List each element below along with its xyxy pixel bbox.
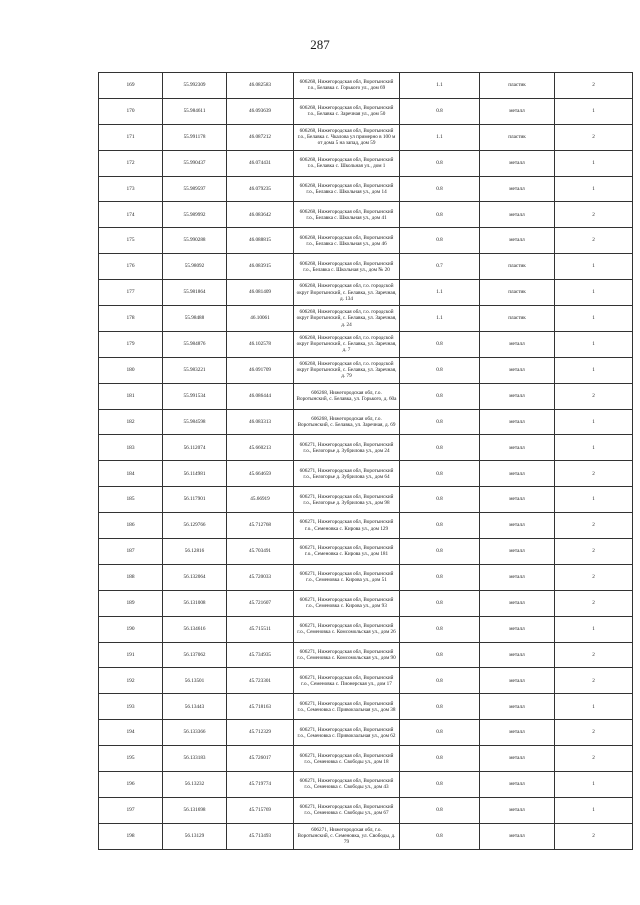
material-cell: металл bbox=[480, 435, 555, 461]
longitude-cell: 46.091709 bbox=[227, 357, 294, 383]
table-row bbox=[99, 306, 633, 332]
row-number-cell: 172 bbox=[99, 150, 163, 176]
address-cell: 606268, Нижегородская обл, Воротынский г.о., Белавка с. Школьная ул., дом 41 bbox=[294, 202, 400, 228]
table-row bbox=[99, 564, 633, 590]
row-number-cell: 176 bbox=[99, 254, 163, 280]
volume-cell: 1.1 bbox=[400, 124, 480, 150]
count-cell: 2 bbox=[555, 202, 633, 228]
count-cell: 1 bbox=[555, 772, 633, 798]
longitude-cell: 45.712329 bbox=[227, 720, 294, 746]
material-cell: металл bbox=[480, 150, 555, 176]
longitude-cell: 46.102578 bbox=[227, 331, 294, 357]
longitude-cell: 45.712768 bbox=[227, 513, 294, 539]
longitude-cell: 45.718163 bbox=[227, 694, 294, 720]
count-cell: 1 bbox=[555, 306, 633, 332]
count-cell: 1 bbox=[555, 616, 633, 642]
table-row bbox=[99, 357, 633, 383]
table-row bbox=[99, 176, 633, 202]
latitude-cell: 55.981864 bbox=[163, 280, 227, 306]
longitude-cell: 46.074431 bbox=[227, 150, 294, 176]
material-cell: металл bbox=[480, 202, 555, 228]
table-row bbox=[99, 616, 633, 642]
row-number-cell: 169 bbox=[99, 73, 163, 99]
material-cell: пластик bbox=[480, 280, 555, 306]
volume-cell: 1.1 bbox=[400, 73, 480, 99]
volume-cell: 0.8 bbox=[400, 772, 480, 798]
row-number-cell: 179 bbox=[99, 331, 163, 357]
longitude-cell: 46.088815 bbox=[227, 228, 294, 254]
material-cell: металл bbox=[480, 331, 555, 357]
table-row bbox=[99, 720, 633, 746]
table-row bbox=[99, 228, 633, 254]
container-sites-table bbox=[98, 72, 633, 850]
table-row bbox=[99, 124, 633, 150]
address-cell: 606268, Нижегородская обл, Воротынский г.о., Белавка с. Заречная ул., дом 50 bbox=[294, 98, 400, 124]
volume-cell: 1.1 bbox=[400, 280, 480, 306]
row-number-cell: 184 bbox=[99, 461, 163, 487]
address-cell: 606271, Нижегородская обл, Воротынский г.о., Белогорье д. Зубрилова ул., дом 64 bbox=[294, 461, 400, 487]
material-cell: металл bbox=[480, 668, 555, 694]
row-number-cell: 192 bbox=[99, 668, 163, 694]
address-cell: 606271, Нижегородская обл, Воротынский г.о., Семеновка с. Кирова ул., дом 129 bbox=[294, 513, 400, 539]
address-cell: 606271, Нижегородская обл, Воротынский г.о., Семеновка с. Комсомольская ул., дом 90 bbox=[294, 642, 400, 668]
count-cell: 1 bbox=[555, 357, 633, 383]
volume-cell: 0.8 bbox=[400, 383, 480, 409]
table-row bbox=[99, 642, 633, 668]
row-number-cell: 190 bbox=[99, 616, 163, 642]
row-number-cell: 196 bbox=[99, 772, 163, 798]
row-number-cell: 178 bbox=[99, 306, 163, 332]
material-cell: пластик bbox=[480, 124, 555, 150]
table-row bbox=[99, 383, 633, 409]
table-row bbox=[99, 797, 633, 823]
volume-cell: 0.8 bbox=[400, 461, 480, 487]
material-cell: пластик bbox=[480, 306, 555, 332]
table-row bbox=[99, 202, 633, 228]
longitude-cell: 45.723301 bbox=[227, 668, 294, 694]
address-cell: 606271, Нижегородская обл, Воротынский г.о., Семеновка с. Комсомольская ул., дом 26 bbox=[294, 616, 400, 642]
volume-cell: 0.8 bbox=[400, 487, 480, 513]
table-row bbox=[99, 694, 633, 720]
address-cell: 606268, Нижегородская обл, Воротынский г.о., Белавка с. Школьная ул., дом 1 bbox=[294, 150, 400, 176]
row-number-cell: 197 bbox=[99, 797, 163, 823]
table-row bbox=[99, 772, 633, 798]
address-cell: 606271, Нижегородская обл, Воротынский г.о., Семеновка с. Кирова ул., дом 51 bbox=[294, 564, 400, 590]
address-cell: 606268, Нижегородская обл, Воротынский г.о., Белавка с. Горького ул., дом 69 bbox=[294, 73, 400, 99]
material-cell: металл bbox=[480, 176, 555, 202]
count-cell: 2 bbox=[555, 539, 633, 565]
longitude-cell: 45.715769 bbox=[227, 797, 294, 823]
longitude-cell: 46.079235 bbox=[227, 176, 294, 202]
table-row bbox=[99, 746, 633, 772]
longitude-cell: 46.10061 bbox=[227, 306, 294, 332]
page-number: 287 bbox=[310, 37, 330, 52]
volume-cell: 0.8 bbox=[400, 720, 480, 746]
material-cell: металл bbox=[480, 797, 555, 823]
row-number-cell: 186 bbox=[99, 513, 163, 539]
latitude-cell: 55.98092 bbox=[163, 254, 227, 280]
volume-cell: 0.8 bbox=[400, 642, 480, 668]
table-row bbox=[99, 150, 633, 176]
volume-cell: 0.8 bbox=[400, 202, 480, 228]
latitude-cell: 56.117901 bbox=[163, 487, 227, 513]
material-cell: металл bbox=[480, 694, 555, 720]
address-cell: 606268, Нижегородская обл, г.о. городской округ Воротынский, с. Белавка, ул. Заречная, д. 134 bbox=[294, 280, 400, 306]
longitude-cell: 46.086444 bbox=[227, 383, 294, 409]
count-cell: 2 bbox=[555, 564, 633, 590]
latitude-cell: 56.13443 bbox=[163, 694, 227, 720]
address-cell: 606271, Нижегородская обл, Воротынский г.о., Семеновка с. Пионерская ул., дом 17 bbox=[294, 668, 400, 694]
count-cell: 1 bbox=[555, 487, 633, 513]
material-cell: металл bbox=[480, 357, 555, 383]
table-row bbox=[99, 513, 633, 539]
count-cell: 1 bbox=[555, 797, 633, 823]
count-cell: 1 bbox=[555, 435, 633, 461]
material-cell: металл bbox=[480, 746, 555, 772]
latitude-cell: 55.990437 bbox=[163, 150, 227, 176]
latitude-cell: 56.12816 bbox=[163, 539, 227, 565]
volume-cell: 0.8 bbox=[400, 98, 480, 124]
row-number-cell: 189 bbox=[99, 590, 163, 616]
latitude-cell: 56.13501 bbox=[163, 668, 227, 694]
row-number-cell: 187 bbox=[99, 539, 163, 565]
count-cell: 2 bbox=[555, 720, 633, 746]
longitude-cell: 46.087212 bbox=[227, 124, 294, 150]
volume-cell: 0.8 bbox=[400, 435, 480, 461]
volume-cell: 0.8 bbox=[400, 694, 480, 720]
material-cell: металл bbox=[480, 228, 555, 254]
address-cell: 606271, Нижегородская обл, Воротынский г.о., Семеновка с. Свободы ул., дом 18 bbox=[294, 746, 400, 772]
table-row bbox=[99, 435, 633, 461]
latitude-cell: 56.134616 bbox=[163, 616, 227, 642]
count-cell: 2 bbox=[555, 746, 633, 772]
row-number-cell: 183 bbox=[99, 435, 163, 461]
address-cell: 606268, Нижегородская обл, г.о. Воротынский, с. Белавка, ул. Горького, д. 60а bbox=[294, 383, 400, 409]
address-cell: 606268, Нижегородская обл, Воротынский г.о., Белавка с. Школьная ул., дом 46 bbox=[294, 228, 400, 254]
material-cell: металл bbox=[480, 98, 555, 124]
row-number-cell: 188 bbox=[99, 564, 163, 590]
address-cell: 606271, Нижегородская обл, Воротынский г.о., Белогорье д. Зубрилова ул., дом 98 bbox=[294, 487, 400, 513]
material-cell: металл bbox=[480, 487, 555, 513]
count-cell: 1 bbox=[555, 98, 633, 124]
count-cell: 2 bbox=[555, 73, 633, 99]
table-row bbox=[99, 590, 633, 616]
row-number-cell: 175 bbox=[99, 228, 163, 254]
latitude-cell: 55.989597 bbox=[163, 176, 227, 202]
row-number-cell: 173 bbox=[99, 176, 163, 202]
table-row bbox=[99, 539, 633, 565]
count-cell: 2 bbox=[555, 823, 633, 849]
latitude-cell: 55.990288 bbox=[163, 228, 227, 254]
address-cell: 606271, Нижегородская обл, Воротынский г.о., Семеновка с. Свободы ул., дом 67 bbox=[294, 797, 400, 823]
longitude-cell: 45.726017 bbox=[227, 746, 294, 772]
address-cell: 606271, Нижегородская обл, Воротынский г.о., Семеновка с. Кирова ул., дом 93 bbox=[294, 590, 400, 616]
table-row bbox=[99, 73, 633, 99]
longitude-cell: 46.083313 bbox=[227, 409, 294, 435]
longitude-cell: 46.081409 bbox=[227, 280, 294, 306]
address-cell: 606268, Нижегородская обл, Воротынский г.о., Белавка с. Школьная ул., дом № 20 bbox=[294, 254, 400, 280]
address-cell: 606271, Нижегородская обл, Воротынский г.о., Семеновка с. Привокзальная ул., дом 62 bbox=[294, 720, 400, 746]
table-row bbox=[99, 98, 633, 124]
row-number-cell: 181 bbox=[99, 383, 163, 409]
volume-cell: 0.8 bbox=[400, 150, 480, 176]
count-cell: 2 bbox=[555, 513, 633, 539]
row-number-cell: 193 bbox=[99, 694, 163, 720]
longitude-cell: 45.715511 bbox=[227, 616, 294, 642]
address-cell: 606268, Нижегородская обл, г.о. городской округ Воротынский, с. Белавка, ул. Заречная, д. 79 bbox=[294, 357, 400, 383]
material-cell: металл bbox=[480, 383, 555, 409]
volume-cell: 0.8 bbox=[400, 331, 480, 357]
latitude-cell: 55.991178 bbox=[163, 124, 227, 150]
volume-cell: 0.8 bbox=[400, 668, 480, 694]
latitude-cell: 55.989992 bbox=[163, 202, 227, 228]
row-number-cell: 174 bbox=[99, 202, 163, 228]
address-cell: 606268, Нижегородская обл, Воротынский г.о., Белавка с. Школьная ул., дом 14 bbox=[294, 176, 400, 202]
latitude-cell: 55.98488 bbox=[163, 306, 227, 332]
volume-cell: 0.8 bbox=[400, 823, 480, 849]
row-number-cell: 185 bbox=[99, 487, 163, 513]
row-number-cell: 170 bbox=[99, 98, 163, 124]
volume-cell: 0.8 bbox=[400, 176, 480, 202]
material-cell: металл bbox=[480, 461, 555, 487]
count-cell: 1 bbox=[555, 150, 633, 176]
table-row bbox=[99, 409, 633, 435]
table-row bbox=[99, 331, 633, 357]
row-number-cell: 198 bbox=[99, 823, 163, 849]
material-cell: пластик bbox=[480, 254, 555, 280]
address-cell: 606268, Нижегородская обл, Воротынский г.о., Белавка с. Чкалова ул примерно в 100 м от дома 5 на запад, дом 59 bbox=[294, 124, 400, 150]
longitude-cell: 46.083915 bbox=[227, 254, 294, 280]
table-row bbox=[99, 280, 633, 306]
latitude-cell: 56.13232 bbox=[163, 772, 227, 798]
latitude-cell: 56.133366 bbox=[163, 720, 227, 746]
latitude-cell: 56.132064 bbox=[163, 564, 227, 590]
material-cell: металл bbox=[480, 642, 555, 668]
volume-cell: 0.8 bbox=[400, 539, 480, 565]
material-cell: металл bbox=[480, 513, 555, 539]
volume-cell: 0.7 bbox=[400, 254, 480, 280]
row-number-cell: 177 bbox=[99, 280, 163, 306]
table-row bbox=[99, 461, 633, 487]
address-cell: 606268, Нижегородская обл, г.о. Воротынский, с. Белавка, ул. Заречная, д. 69 bbox=[294, 409, 400, 435]
address-cell: 606271, Нижегородская обл, Воротынский г.о., Семеновка с. Свободы ул., дом 43 bbox=[294, 772, 400, 798]
volume-cell: 0.8 bbox=[400, 409, 480, 435]
count-cell: 2 bbox=[555, 642, 633, 668]
count-cell: 1 bbox=[555, 694, 633, 720]
volume-cell: 1.1 bbox=[400, 306, 480, 332]
latitude-cell: 56.137062 bbox=[163, 642, 227, 668]
latitude-cell: 56.131698 bbox=[163, 797, 227, 823]
count-cell: 2 bbox=[555, 590, 633, 616]
count-cell: 1 bbox=[555, 254, 633, 280]
table-body bbox=[99, 73, 633, 850]
volume-cell: 0.8 bbox=[400, 616, 480, 642]
longitude-cell: 46.083642 bbox=[227, 202, 294, 228]
row-number-cell: 180 bbox=[99, 357, 163, 383]
latitude-cell: 56.131008 bbox=[163, 590, 227, 616]
row-number-cell: 182 bbox=[99, 409, 163, 435]
row-number-cell: 194 bbox=[99, 720, 163, 746]
count-cell: 1 bbox=[555, 331, 633, 357]
latitude-cell: 56.133183 bbox=[163, 746, 227, 772]
longitude-cell: 45.713493 bbox=[227, 823, 294, 849]
longitude-cell: 45.721607 bbox=[227, 590, 294, 616]
volume-cell: 0.8 bbox=[400, 797, 480, 823]
row-number-cell: 195 bbox=[99, 746, 163, 772]
longitude-cell: 45.734935 bbox=[227, 642, 294, 668]
latitude-cell: 56.114981 bbox=[163, 461, 227, 487]
longitude-cell: 46.093639 bbox=[227, 98, 294, 124]
volume-cell: 0.8 bbox=[400, 590, 480, 616]
address-cell: 606271, Нижегородская обл, Воротынский г.о., Семеновка с. Привокзальная ул., дом 38 bbox=[294, 694, 400, 720]
volume-cell: 0.8 bbox=[400, 513, 480, 539]
row-number-cell: 171 bbox=[99, 124, 163, 150]
address-cell: 606268, Нижегородская обл, г.о. городской округ Воротынский, с. Белавка, ул. Заречная, д. 24 bbox=[294, 306, 400, 332]
address-cell: 606271, Нижегородская обл, Воротынский г.о., Семеновка с. Кирова ул., дом 181 bbox=[294, 539, 400, 565]
count-cell: 1 bbox=[555, 176, 633, 202]
row-number-cell: 191 bbox=[99, 642, 163, 668]
latitude-cell: 55.991534 bbox=[163, 383, 227, 409]
material-cell: металл bbox=[480, 590, 555, 616]
material-cell: металл bbox=[480, 772, 555, 798]
latitude-cell: 55.983221 bbox=[163, 357, 227, 383]
latitude-cell: 55.984876 bbox=[163, 331, 227, 357]
table-row bbox=[99, 254, 633, 280]
address-cell: 606268, Нижегородская обл, г.о. городской округ Воротынский, с. Белавка, ул. Заречная, д. 7 bbox=[294, 331, 400, 357]
longitude-cell: 45.720033 bbox=[227, 564, 294, 590]
material-cell: металл bbox=[480, 564, 555, 590]
latitude-cell: 56.13129 bbox=[163, 823, 227, 849]
count-cell: 2 bbox=[555, 228, 633, 254]
longitude-cell: 45.719774 bbox=[227, 772, 294, 798]
latitude-cell: 55.984598 bbox=[163, 409, 227, 435]
longitude-cell: 45.664659 bbox=[227, 461, 294, 487]
count-cell: 2 bbox=[555, 124, 633, 150]
count-cell: 2 bbox=[555, 383, 633, 409]
volume-cell: 0.8 bbox=[400, 228, 480, 254]
longitude-cell: 45.703491 bbox=[227, 539, 294, 565]
material-cell: металл bbox=[480, 720, 555, 746]
material-cell: металл bbox=[480, 616, 555, 642]
material-cell: металл bbox=[480, 409, 555, 435]
longitude-cell: 45.66919 bbox=[227, 487, 294, 513]
table-row bbox=[99, 668, 633, 694]
count-cell: 2 bbox=[555, 668, 633, 694]
count-cell: 1 bbox=[555, 280, 633, 306]
count-cell: 2 bbox=[555, 461, 633, 487]
longitude-cell: 46.082583 bbox=[227, 73, 294, 99]
volume-cell: 0.8 bbox=[400, 746, 480, 772]
table-row bbox=[99, 823, 633, 849]
material-cell: металл bbox=[480, 539, 555, 565]
address-cell: 606271, Нижегородская обл, Воротынский г.о., Белогорье д. Зубрилова ул., дом 24 bbox=[294, 435, 400, 461]
count-cell: 1 bbox=[555, 409, 633, 435]
material-cell: металл bbox=[480, 823, 555, 849]
latitude-cell: 55.984611 bbox=[163, 98, 227, 124]
volume-cell: 0.8 bbox=[400, 357, 480, 383]
latitude-cell: 56.129766 bbox=[163, 513, 227, 539]
longitude-cell: 45.660213 bbox=[227, 435, 294, 461]
latitude-cell: 55.992309 bbox=[163, 73, 227, 99]
material-cell: пластик bbox=[480, 73, 555, 99]
table-row bbox=[99, 487, 633, 513]
address-cell: 606271, Нижегородская обл, г.о. Воротынский, с. Семеновка, ул. Свободы, д. 79 bbox=[294, 823, 400, 849]
volume-cell: 0.8 bbox=[400, 564, 480, 590]
latitude-cell: 56.112074 bbox=[163, 435, 227, 461]
